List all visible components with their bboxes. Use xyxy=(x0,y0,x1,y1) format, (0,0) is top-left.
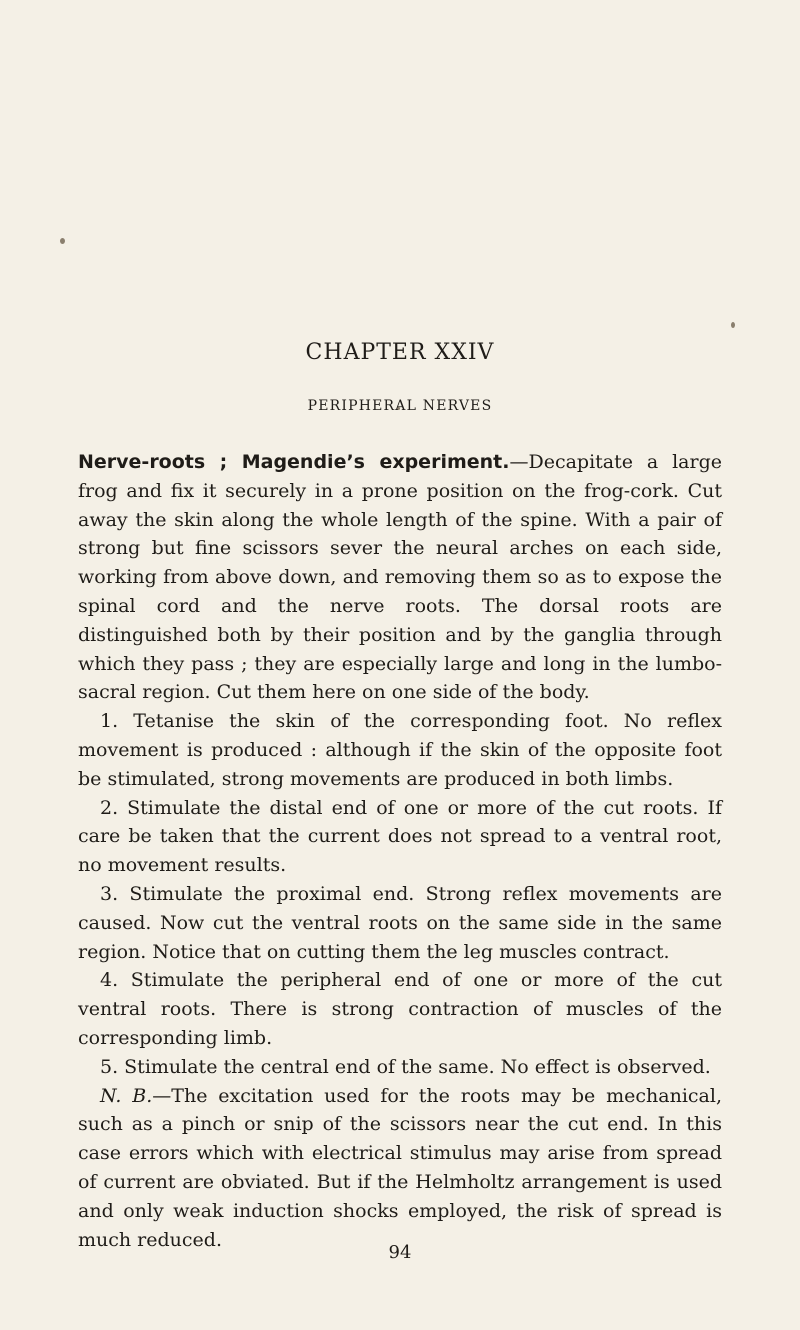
numbered-paragraph: 1. Tetanise the skin of the corresponding foot. No reflex movement is produced : although if the skin of the opposite foot be stimulated, strong movements are produced in both limbs. xyxy=(78,710,722,790)
note-text: —The excitation used for the roots may be mechanical, such as a pinch or snip of the scissors near the cut end. In this case errors which with electrical stimulus may arise from spread of current are obviated. But if the Helmholtz arrangement is used and only weak induction shocks employed, the risk of spread is much reduced. xyxy=(78,1084,722,1251)
paper-speck xyxy=(60,238,65,244)
note-paragraph xyxy=(78,1082,722,1255)
chapter-title: CHAPTER XXIV xyxy=(305,340,495,365)
numbered-paragraph: 3. Stimulate the proximal end. Strong reflex movements are caused. Now cut the ventral roots on the same side in the same region. Notice that on cutting them the leg muscles contract. xyxy=(78,882,722,963)
section-title: PERIPHERAL NERVES xyxy=(307,398,493,414)
numbered-paragraph: 2. Stimulate the distal end of one or more of the cut roots. If care be taken that the current does not spread to a ventral root, no movement results. xyxy=(78,796,722,877)
paper-speck xyxy=(731,322,735,328)
note-label: N. B. xyxy=(100,1084,153,1107)
paragraph xyxy=(78,448,722,707)
page-number: 94 xyxy=(388,1242,412,1263)
body-text xyxy=(78,448,722,1254)
numbered-paragraph: 5. Stimulate the central end of the same. No effect is observed. xyxy=(100,1055,711,1078)
paragraph-text: —Decapitate a large frog and fix it securely in a prone position on the frog-cork. Cut away the skin along the whole length of the spine. With a pair of strong but fine scissors sever the neural arches on each side, working from above down, and removing them so as to expose the spinal cord and the nerve roots. The dorsal roots are distinguished both by their position and by the ganglia through which they pass ; they are especially large and long in the lumbo-sacral region. Cut them here on one side of the body. xyxy=(78,451,722,704)
paragraph-heading: Nerve-roots ; Magendie’s experiment. xyxy=(78,451,510,473)
numbered-paragraph: 4. Stimulate the peripheral end of one or more of the cut ventral roots. There is strong contraction of muscles of the corresponding limb. xyxy=(78,969,722,1049)
